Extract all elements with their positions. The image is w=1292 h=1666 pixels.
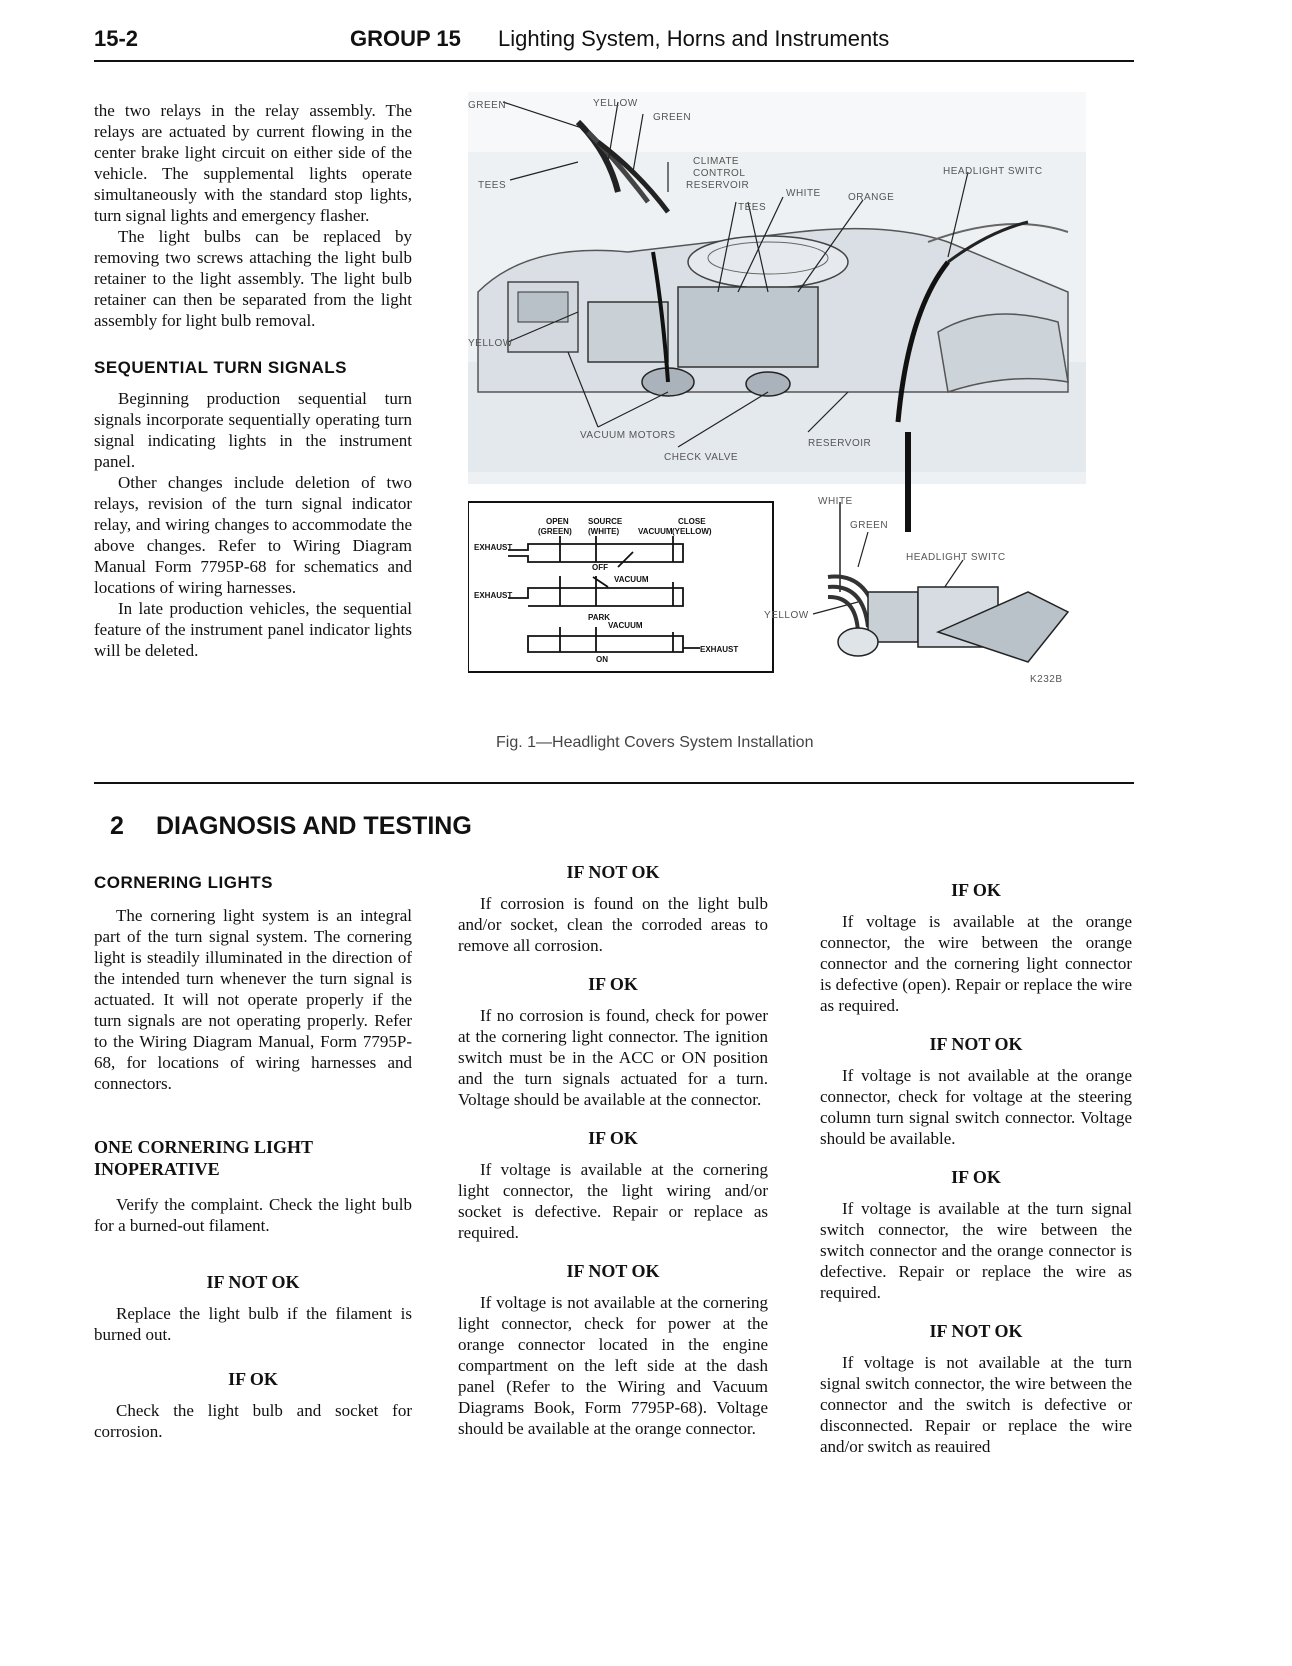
if-not-ok-heading: IF NOT OK [929, 1034, 1023, 1054]
section-title: DIAGNOSIS AND TESTING [156, 812, 472, 840]
diagram-label: EXHAUST [474, 543, 513, 552]
diagram-label: OPEN [546, 517, 569, 526]
paragraph: If voltage is available at the orange connector, the wire between the orange connector and the cornering light connector is defective (open). Repair or replace the wire as required. [820, 912, 1132, 1015]
diagram-label: EXHAUST [700, 645, 739, 654]
if-not-ok-heading: IF NOT OK [566, 862, 660, 882]
paragraph: If voltage is available at the cornering light connector, the light wiring and/or socket is defective. Repair or replace as required. [458, 1160, 768, 1242]
sub-heading-line: ONE CORNERING LIGHT [94, 1137, 314, 1157]
diagram-label: VACUUM [614, 575, 649, 584]
header-rule [94, 60, 1134, 62]
figure-label: CONTROL [693, 168, 746, 179]
figure-label: HEADLIGHT SWITC [906, 552, 1006, 563]
sub-heading [94, 1136, 412, 1180]
figure-label: RESERVOIR [686, 180, 750, 191]
diagram-label: VACUUM [608, 621, 643, 630]
paragraph: The cornering light system is an integral part of the turn signal system. The cornering light is steadily illuminated in the direction of the intended turn whenever the turn signal is actuated. It will not operate properly if the turn signals are not operating properly. Refer to the Wiring Diagram Manual, Form 7795P-68, for locations of wiring harnesses and connectors. [94, 906, 412, 1093]
diagram-label: EXHAUST [474, 591, 513, 600]
diagram-label: ON [596, 655, 608, 664]
headlight-switch-illustration [764, 496, 1068, 685]
paragraph: If voltage is available at the turn signal switch connector, the wire between the switch connector and the orange connector is defective. Repair or replace the wire as required. [820, 1199, 1132, 1302]
group-label: GROUP 15 [350, 26, 461, 51]
paragraph: Beginning production sequential turn signals incorporate sequentially operating turn signal indicating lights in the instrument panel. [94, 389, 412, 471]
column-3 [820, 880, 1132, 1457]
section-rule [94, 782, 1134, 784]
diagram-label: CLOSE [678, 517, 706, 526]
diagram-label: (YELLOW) [672, 527, 712, 536]
diagram-label: OFF [592, 563, 608, 572]
figure-label: YELLOW [468, 338, 513, 349]
page-title: Lighting System, Horns and Instruments [498, 26, 890, 51]
figure-label: YELLOW [593, 98, 638, 109]
if-ok-heading: IF OK [588, 1128, 638, 1148]
diagram-label: SOURCE [588, 517, 623, 526]
if-not-ok-heading: IF NOT OK [206, 1272, 300, 1292]
figure-label: WHITE [818, 496, 853, 507]
figure-label: GREEN [653, 112, 692, 123]
cornering-lights-heading: CORNERING LIGHTS [94, 873, 273, 892]
paragraph: If voltage is not available at the turn signal switch connector, the wire between the connector and the switch is defective or disconnected. Repair or replace the wire and/or switch as reauired [820, 1353, 1132, 1456]
column-2 [458, 862, 768, 1439]
if-not-ok-heading: IF NOT OK [929, 1321, 1023, 1341]
figure-caption: Fig. 1—Headlight Covers System Installation [496, 734, 814, 751]
diagram-label: PARK [588, 613, 611, 622]
paragraph: If voltage is not available at the orange connector, check for voltage at the steering column turn signal switch connector. Voltage should be available. [820, 1066, 1132, 1148]
paragraph: If no corrosion is found, check for power at the cornering light connector. The ignition switch must be in the ACC or ON position and the turn signals actuated for a turn. Voltage should be available at the connector. [458, 1006, 768, 1109]
if-not-ok-heading: IF NOT OK [566, 1261, 660, 1281]
paragraph: Replace the light bulb if the filament is burned out. [94, 1304, 412, 1344]
diagram-label: (WHITE) [588, 527, 620, 536]
figure-label: TEES [738, 202, 767, 213]
figure-code: K232B [1030, 674, 1063, 685]
paragraph: The light bulbs can be replaced by removing two screws attaching the light bulb retainer to the light assembly. The light bulb retainer can then be separated from the light assembly for light bulb removal. [94, 227, 412, 330]
figure [468, 92, 1086, 722]
if-ok-heading: IF OK [951, 880, 1001, 900]
section-number: 2 [110, 812, 124, 840]
diagram-label: (GREEN) [538, 527, 572, 536]
paragraph: the two relays in the relay assembly. The relays are actuated by current flowing in the center brake light circuit on either side of the vehicle. The supplemental lights operate simultaneously with the standard stop lights, turn signal lights and emergency flasher. [94, 101, 412, 225]
figure-label: RESERVOIR [808, 438, 872, 449]
if-ok-heading: IF OK [228, 1369, 278, 1389]
figure-label: GREEN [850, 520, 889, 531]
paragraph: Other changes include deletion of two relays, revision of the turn signal indicator relay, and wiring changes to accommodate the above changes. Refer to Wiring Diagram Manual Form 7795P-68 for schematics and locations of wiring harnesses. [94, 473, 412, 597]
figure-label: WHITE [786, 188, 821, 199]
paragraph: Verify the complaint. Check the light bulb for a burned-out filament. [94, 1195, 412, 1235]
paragraph: Check the light bulb and socket for corrosion. [94, 1401, 412, 1441]
paragraph: If corrosion is found on the light bulb and/or socket, clean the corroded areas to remove all corrosion. [458, 894, 768, 955]
figure-label: YELLOW [764, 610, 809, 621]
paragraph: In late production vehicles, the sequential feature of the instrument panel indicator lights will be deleted. [94, 599, 412, 660]
page-number: 15-2 [94, 26, 139, 51]
paragraph: If voltage is not available at the cornering light connector, check for power at the orange connector located in the engine compartment on the left side at the dash panel (Refer to the Wiring and Vacuum Diagrams Book, Form 7795P-68). Voltage should be available at the orange connector. [458, 1293, 768, 1438]
vacuum-switch-diagram [468, 502, 773, 672]
diagram-label: VACUUM [638, 527, 673, 536]
figure-label: HEADLIGHT SWITC [943, 166, 1043, 177]
headlight-covers-illustration [468, 92, 1086, 722]
figure-label: VACUUM MOTORS [580, 430, 676, 441]
figure-label: CHECK VALVE [664, 452, 739, 463]
figure-label: TEES [478, 180, 507, 191]
figure-label: CLIMATE [693, 156, 740, 167]
figure-label: ORANGE [848, 192, 895, 203]
sub-heading-line: INOPERATIVE [94, 1159, 220, 1179]
figure-label: GREEN [468, 100, 507, 111]
section-heading: SEQUENTIAL TURN SIGNALS [94, 358, 347, 377]
column-1 [94, 872, 412, 1442]
if-ok-heading: IF OK [588, 974, 638, 994]
top-left-text [94, 100, 412, 661]
if-ok-heading: IF OK [951, 1167, 1001, 1187]
